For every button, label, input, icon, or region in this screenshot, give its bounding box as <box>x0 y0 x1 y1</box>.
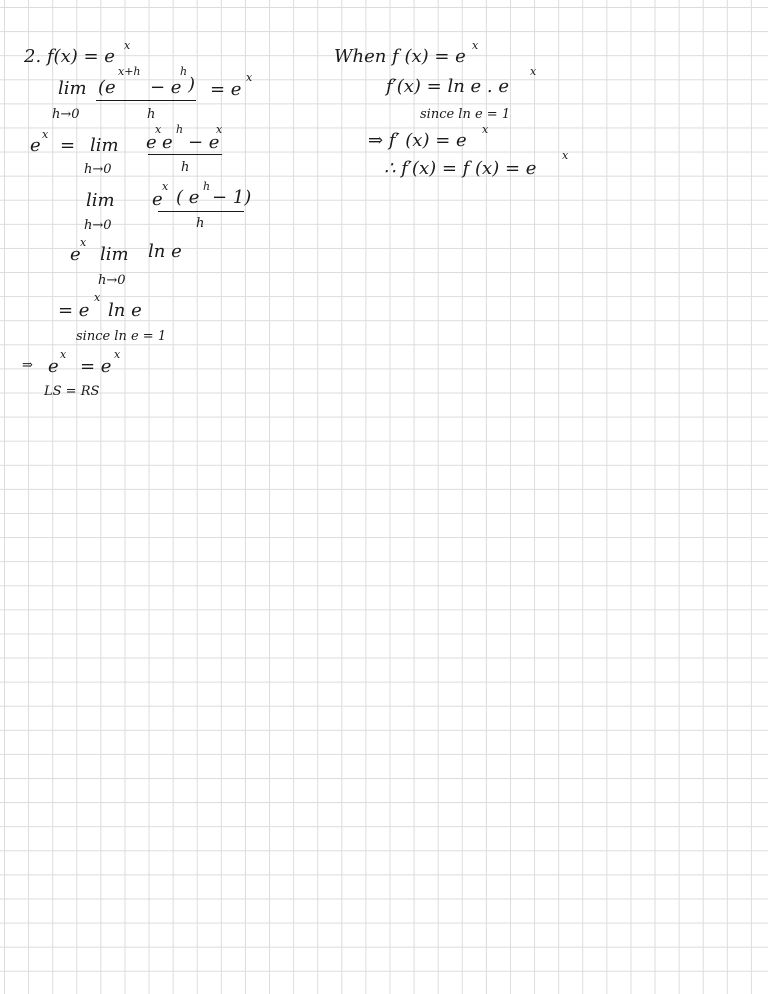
numerator-rest-exponent: h <box>180 65 188 78</box>
ls-equals-rs: LS = RS <box>44 384 100 399</box>
lhs: e <box>30 135 41 156</box>
equals: = <box>60 135 76 156</box>
therefore-line-exponent: x <box>562 149 569 162</box>
problem-header: 2. f(x) = e <box>24 46 115 67</box>
numerator-rest: − e <box>150 77 182 98</box>
numerator-base: e <box>146 132 157 153</box>
fraction-bar <box>148 154 222 155</box>
derivative-line: f′(x) = ln e . e <box>386 76 510 97</box>
denominator: h <box>147 107 156 122</box>
problem-header-exponent: x <box>124 39 131 52</box>
lhs-exponent: x <box>42 128 49 141</box>
limit-subscript: h→0 <box>84 218 112 233</box>
result-rest: ln e <box>108 300 142 321</box>
numerator-paren-exponent: h <box>203 180 211 193</box>
therefore-line: ∴ f′(x) = f (x) = e <box>384 158 537 179</box>
since-note: since ln e = 1 <box>76 329 167 344</box>
denominator: h <box>181 160 190 175</box>
numerator-exponent: x+h <box>118 65 141 78</box>
numerator-rest: − 1) <box>212 187 252 208</box>
fraction-bar <box>96 100 196 101</box>
factor-exponent: x <box>80 236 87 249</box>
denominator: h <box>196 216 205 231</box>
implies-line: ⇒ f′ (x) = e <box>368 130 467 151</box>
implies-arrow: ⇒ <box>22 358 33 373</box>
numerator-exponent: x <box>162 180 169 193</box>
conclusion-lhs: e <box>48 356 59 377</box>
numerator-paren: ( e <box>176 187 200 208</box>
numerator-mid: e <box>162 132 173 153</box>
since-note: since ln e = 1 <box>420 107 511 122</box>
rhs: = e <box>210 79 242 100</box>
factor: e <box>70 244 81 265</box>
limit-subscript: h→0 <box>84 162 112 177</box>
conclusion-rhs-exponent: x <box>114 348 121 361</box>
implies-line-exponent: x <box>482 123 489 136</box>
limit-word: lim <box>100 244 129 265</box>
numerator-rest: − e <box>188 132 220 153</box>
limit-word: lim <box>58 78 87 99</box>
limit-subscript: h→0 <box>52 107 80 122</box>
numerator-rest-exponent: x <box>216 123 223 136</box>
numerator-base: e <box>152 189 163 210</box>
conclusion-lhs-exponent: x <box>60 348 67 361</box>
derivative-line-exponent: x <box>530 65 537 78</box>
when-line-exponent: x <box>472 39 479 52</box>
rhs-exponent: x <box>246 71 253 84</box>
numerator-mid-exponent: h <box>176 123 184 136</box>
limit-expression: ln e <box>148 241 182 262</box>
fraction-bar <box>158 211 244 212</box>
limit-word: lim <box>86 190 115 211</box>
limit-subscript: h→0 <box>98 273 126 288</box>
result-exponent: x <box>94 291 101 304</box>
numerator-open: (e <box>98 77 116 98</box>
limit-word: lim <box>90 135 119 156</box>
conclusion-rhs: = e <box>80 356 112 377</box>
result-line: = e <box>58 300 90 321</box>
numerator-close: ) <box>188 74 196 95</box>
numerator-exponent: x <box>155 123 162 136</box>
when-line: When f (x) = e <box>334 46 466 67</box>
